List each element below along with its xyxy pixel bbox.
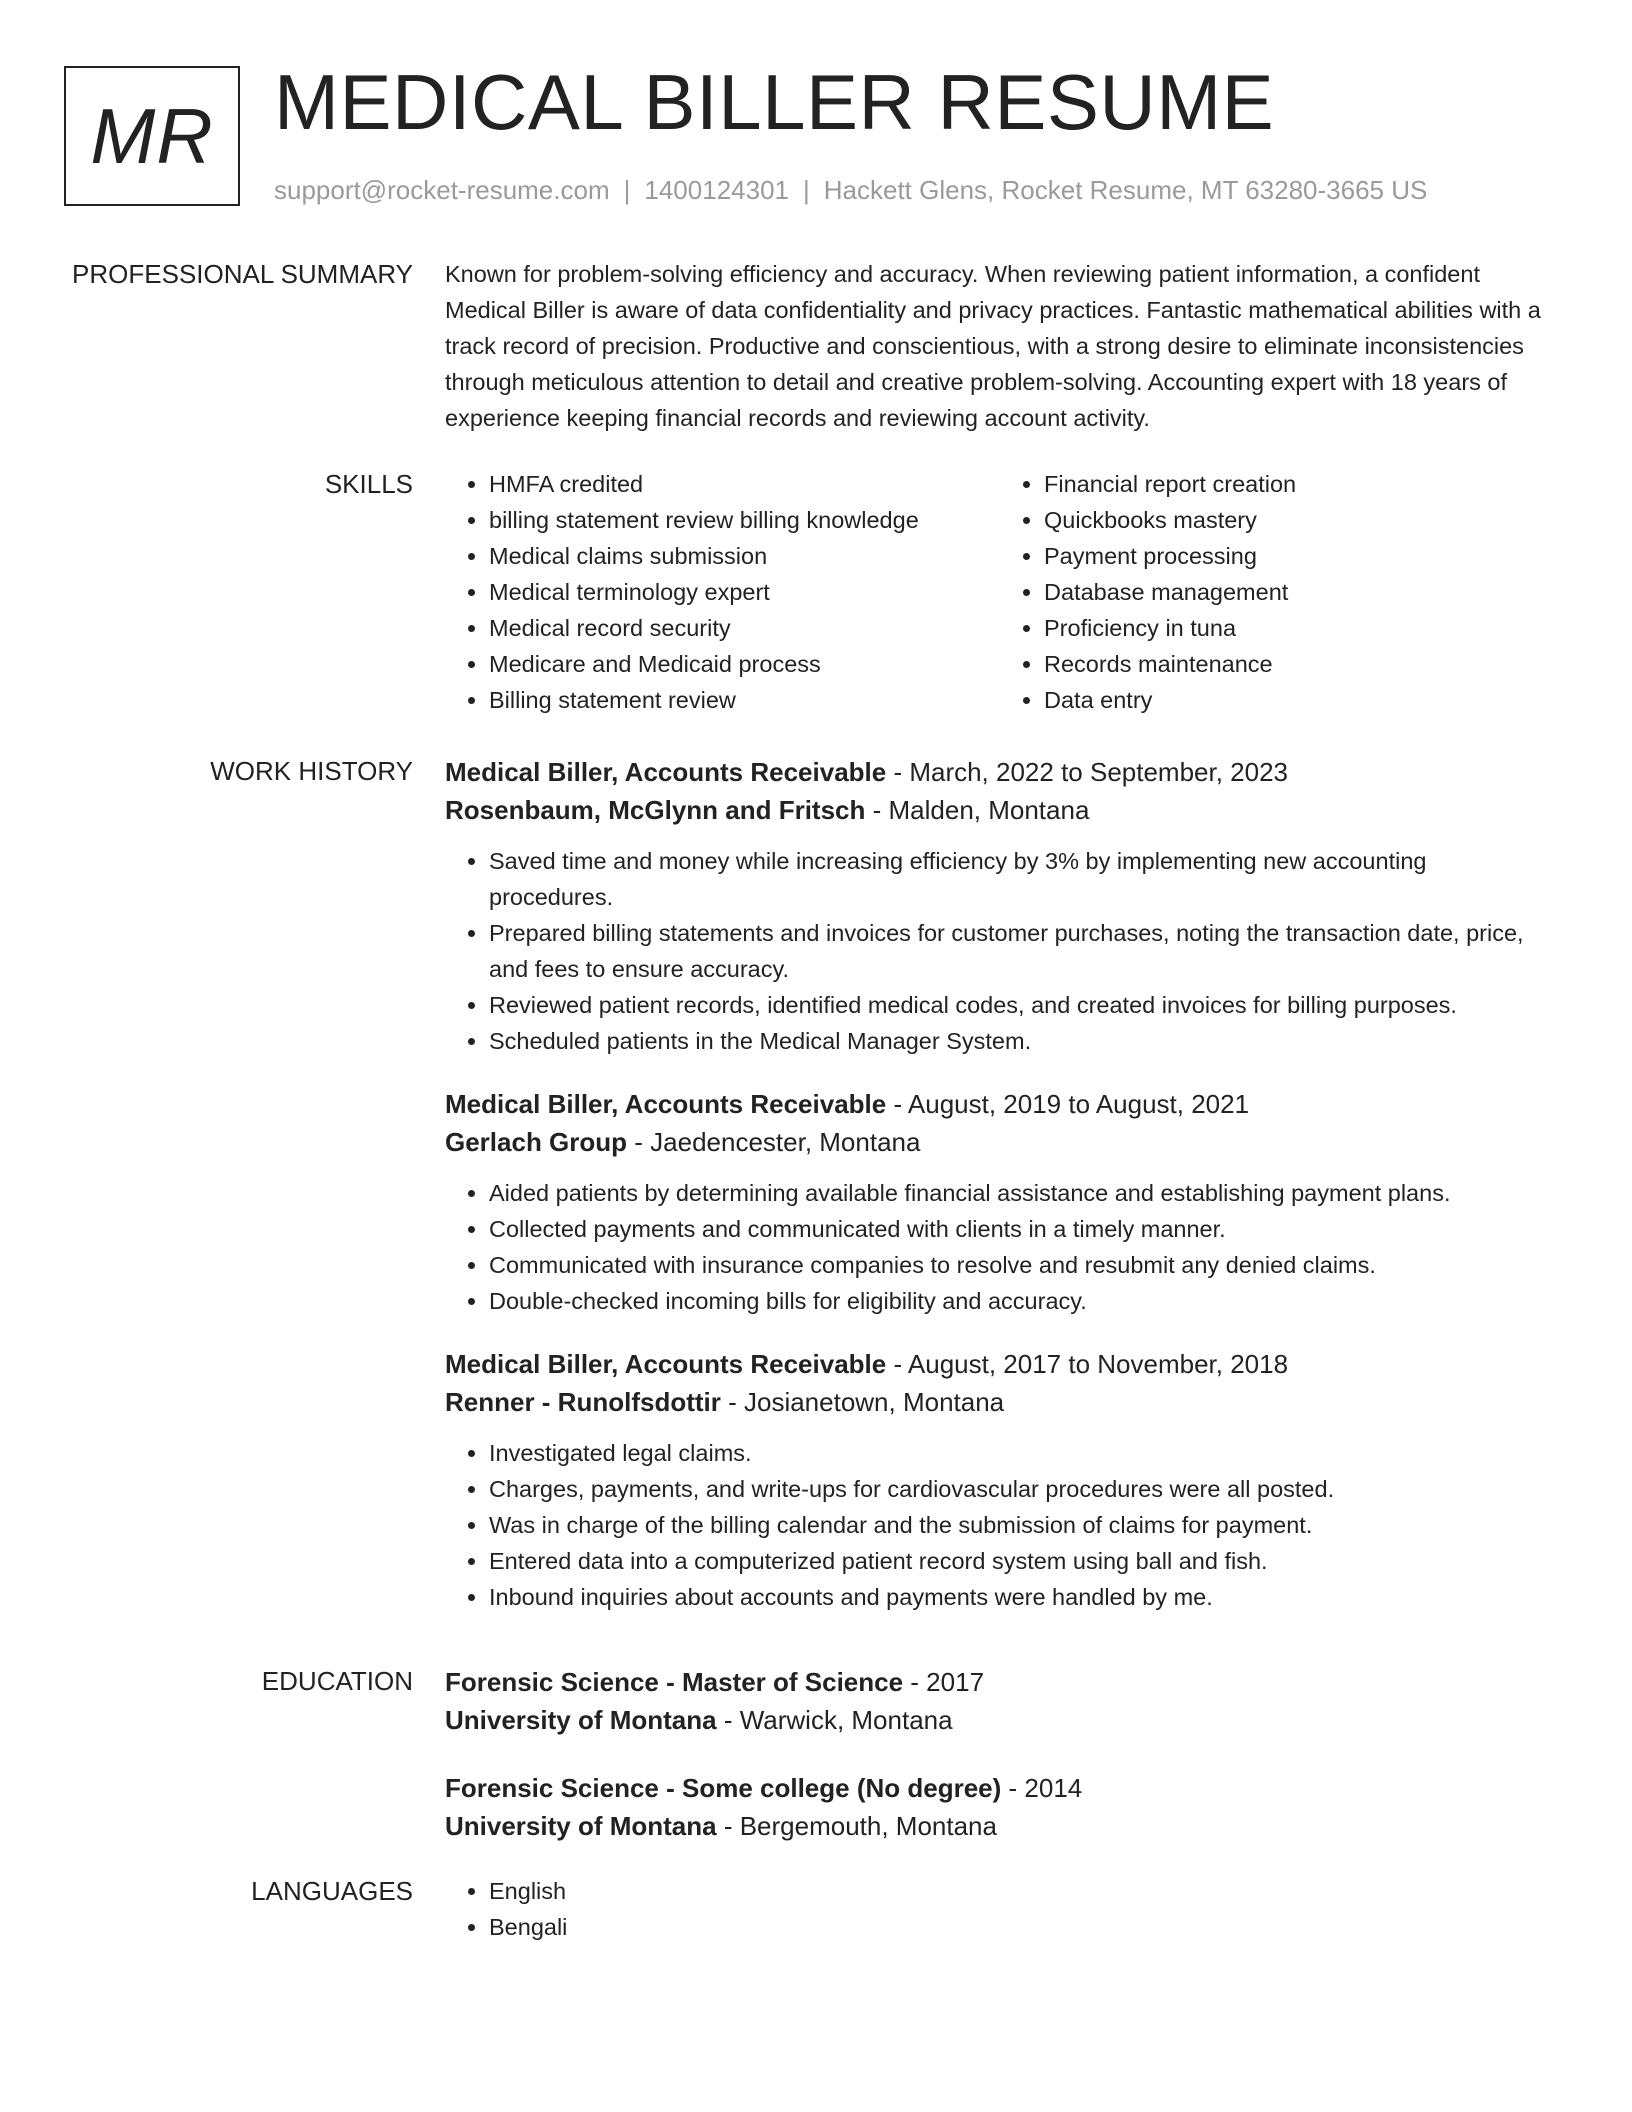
degree-year: - 2017 (903, 1667, 985, 1697)
degree: Forensic Science - Master of Science (445, 1667, 904, 1697)
skills-label: SKILLS (324, 469, 413, 499)
job-bullet: • Collected payments and communicated with clients in a timely manner. (489, 1211, 1555, 1247)
job-entry (445, 1085, 1555, 1319)
school: University of Montana (445, 1811, 717, 1841)
job-bullet: • Scheduled patients in the Medical Manager System. (489, 1023, 1555, 1059)
languages-list (445, 1873, 1555, 1945)
job-bullet: • Inbound inquiries about accounts and payments were handled by me. (489, 1579, 1555, 1615)
page-title: MEDICAL BILLER RESUME (274, 58, 1275, 146)
monogram: MR (64, 66, 240, 206)
contact-line (274, 172, 1427, 208)
job-dates: - March, 2022 to September, 2023 (886, 757, 1289, 787)
skill-item: • Medical record security (489, 610, 1000, 646)
education-label: EDUCATION (261, 1666, 413, 1696)
skill-item: • Proficiency in tuna (1044, 610, 1555, 646)
job-bullet: • Investigated legal claims. (489, 1435, 1555, 1471)
job-bullet: • Was in charge of the billing calendar and the submission of claims for payment. (489, 1507, 1555, 1543)
job-company: Renner - Runolfsdottir (445, 1387, 721, 1417)
job-location: - Malden, Montana (865, 795, 1090, 825)
job-bullet: • Double-checked incoming bills for eligibility and accuracy. (489, 1283, 1555, 1319)
contact-phone: 1400124301 (644, 175, 789, 205)
skills-list-left (445, 466, 1000, 718)
skill-item: • Financial report creation (1044, 466, 1555, 502)
skill-item: • Quickbooks mastery (1044, 502, 1555, 538)
summary-text: Known for problem-solving efficiency and accuracy. When reviewing patient information, a confident Medical Biller is aware of data confidentiality and privacy practices. Fantastic mathematical abilities with a track record of precision. Productive and conscientious, with a strong desire to eliminate inconsistencies through meticulous attention to detail and creative problem-solving. Accounting expert with 18 years of experience keeping financial records and reviewing account activity. (445, 261, 1541, 431)
job-bullet: • Entered data into a computerized patient record system using ball and fish. (489, 1543, 1555, 1579)
job-title: Medical Biller, Accounts Receivable (445, 1089, 887, 1119)
skill-item: • Medical claims submission (489, 538, 1000, 574)
summary-label: PROFESSIONAL SUMMARY (72, 259, 413, 289)
job-dates: - August, 2019 to August, 2021 (886, 1089, 1250, 1119)
contact-separator: | (803, 175, 810, 205)
job-location: - Jaedencester, Montana (627, 1127, 921, 1157)
job-title: Medical Biller, Accounts Receivable (445, 757, 887, 787)
skill-item: • Records maintenance (1044, 646, 1555, 682)
job-title: Medical Biller, Accounts Receivable (445, 1349, 887, 1379)
degree-year: - 2014 (1001, 1773, 1083, 1803)
skill-item: • Billing statement review (489, 682, 1000, 718)
school: University of Montana (445, 1705, 717, 1735)
job-bullet: • Communicated with insurance companies to resolve and resubmit any denied claims. (489, 1247, 1555, 1283)
job-bullet: • Prepared billing statements and invoices for customer purchases, noting the transaction date, price, and fees to ensure accuracy. (489, 915, 1555, 987)
skill-item: • Data entry (1044, 682, 1555, 718)
contact-separator: | (623, 175, 631, 205)
job-dates: - August, 2017 to November, 2018 (886, 1349, 1289, 1379)
job-entry (445, 1345, 1555, 1615)
job-bullets (445, 1175, 1555, 1319)
language-item: • English (489, 1873, 1555, 1909)
job-bullet: • Saved time and money while increasing efficiency by 3% by implementing new accounting procedures. (489, 843, 1555, 915)
education-entry (445, 1663, 1555, 1739)
skill-item: • HMFA credited (489, 466, 1000, 502)
job-bullets (445, 1435, 1555, 1615)
skills-list-right (1000, 466, 1555, 718)
language-item: • Bengali (489, 1909, 1555, 1945)
skill-item: • Medical terminology expert (489, 574, 1000, 610)
job-company: Gerlach Group (445, 1127, 628, 1157)
contact-address: Hackett Glens, Rocket Resume, MT 63280-3665 US (823, 175, 1428, 205)
contact-email: support@rocket-resume.com (274, 175, 610, 205)
job-bullet: • Charges, payments, and write-ups for cardiovascular procedures were all posted. (489, 1471, 1555, 1507)
school-location: - Warwick, Montana (716, 1705, 953, 1735)
job-company: Rosenbaum, McGlynn and Fritsch (445, 795, 866, 825)
degree: Forensic Science - Some college (No degree) (445, 1773, 1002, 1803)
job-bullet: • Reviewed patient records, identified medical codes, and created invoices for billing purposes. (489, 987, 1555, 1023)
job-bullets (445, 843, 1555, 1059)
skill-item: • billing statement review billing knowledge (489, 502, 1000, 538)
school-location: - Bergemouth, Montana (716, 1811, 997, 1841)
job-bullet: • Aided patients by determining available financial assistance and establishing payment plans. (489, 1175, 1555, 1211)
skill-item: • Payment processing (1044, 538, 1555, 574)
education-entry (445, 1769, 1555, 1845)
job-entry (445, 753, 1555, 1059)
languages-label: LANGUAGES (251, 1876, 413, 1906)
work-label: WORK HISTORY (210, 756, 413, 786)
skill-item: • Database management (1044, 574, 1555, 610)
skill-item: • Medicare and Medicaid process (489, 646, 1000, 682)
job-location: - Josianetown, Montana (720, 1387, 1005, 1417)
